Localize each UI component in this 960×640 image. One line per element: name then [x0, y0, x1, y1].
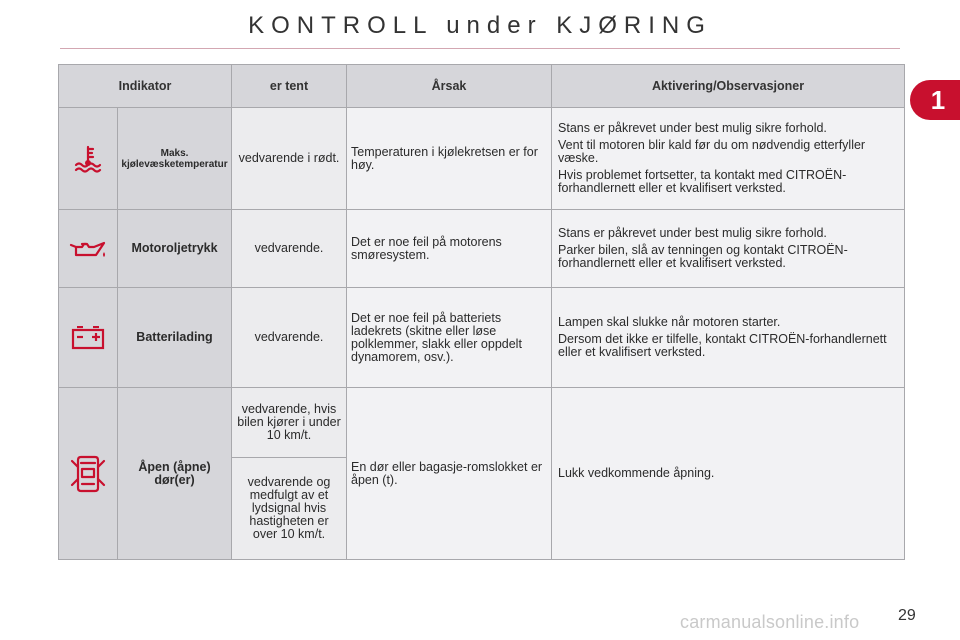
header-indicator: Indikator	[59, 65, 232, 108]
action-text: Dersom det ikke er tilfelle, kontakt CITROËN-forhandlernett eller et kvalifisert verksted.	[558, 332, 887, 359]
title-divider	[60, 48, 900, 49]
page-number: 29	[898, 607, 916, 624]
row-icon-cell	[59, 210, 118, 288]
action-cell	[552, 288, 905, 388]
row-icon-cell	[59, 108, 118, 210]
cause-text: Temperaturen i kjølekretsen er for høy.	[347, 108, 552, 210]
cause-text: Det er noe feil på batteriets ladekrets (skitne eller løse polklemmer, slakk eller oppdelt dynamorem, osv.).	[347, 288, 552, 388]
action-text: Lukk vedkommende åpning.	[558, 466, 715, 480]
warning-lamp-table	[58, 64, 905, 560]
table-row	[59, 210, 905, 288]
row-name-cell	[118, 108, 232, 210]
action-cell	[552, 108, 905, 210]
indicator-name: kjølevæsketemperatur	[121, 158, 228, 170]
header-lit: er tent	[232, 65, 347, 108]
lit-state: vedvarende i rødt.	[232, 108, 347, 210]
coolant-temperature-icon	[73, 144, 103, 174]
lit-state: vedvarende, hvis bilen kjører i under 10 km/t.	[232, 388, 347, 458]
row-icon-cell	[59, 388, 118, 560]
chapter-tab: 1	[910, 80, 960, 120]
action-text: Hvis problemet fortsetter, ta kontakt med CITROËN-forhandlernett eller et kvalifisert verksted.	[558, 168, 847, 195]
action-text: Lampen skal slukke når motoren starter.	[558, 315, 781, 329]
table-row	[59, 388, 905, 458]
table-row	[59, 108, 905, 210]
indicator-name: Motoroljetrykk	[118, 210, 232, 288]
indicator-name: Maks.	[160, 147, 189, 159]
lit-state: vedvarende.	[232, 288, 347, 388]
row-icon-cell	[59, 288, 118, 388]
lit-state: vedvarende og medfulgt av et lydsignal hvis hastigheten er over 10 km/t.	[232, 458, 347, 560]
header-action: Aktivering/Observasjoner	[552, 65, 905, 108]
action-text: Stans er påkrevet under best mulig sikre forhold.	[558, 121, 827, 135]
door-open-icon	[70, 454, 106, 494]
action-cell	[552, 388, 905, 560]
table-row	[59, 288, 905, 388]
action-text: Vent til motoren blir kald før du om nødvendig etterfyller væske.	[558, 138, 866, 165]
header-cause: Årsak	[347, 65, 552, 108]
action-cell	[552, 210, 905, 288]
lit-state: vedvarende.	[232, 210, 347, 288]
indicator-name: Åpen (åpne) dør(er)	[118, 388, 232, 560]
cause-text: En dør eller bagasje-romslokket er åpen (t).	[347, 388, 552, 560]
indicator-name: Batterilading	[118, 288, 232, 388]
oil-pressure-icon	[68, 238, 108, 260]
cause-text: Det er noe feil på motorens smøresystem.	[347, 210, 552, 288]
battery-icon	[71, 326, 105, 350]
page-title: KONTROLL under KJØRING	[248, 12, 712, 39]
watermark: carmanualsonline.info	[680, 612, 860, 632]
action-text: Stans er påkrevet under best mulig sikre forhold.	[558, 226, 827, 240]
table-header-row	[59, 65, 905, 108]
action-text: Parker bilen, slå av tenningen og kontakt CITROËN-forhandlernett eller et kvalifisert verksted.	[558, 243, 848, 270]
